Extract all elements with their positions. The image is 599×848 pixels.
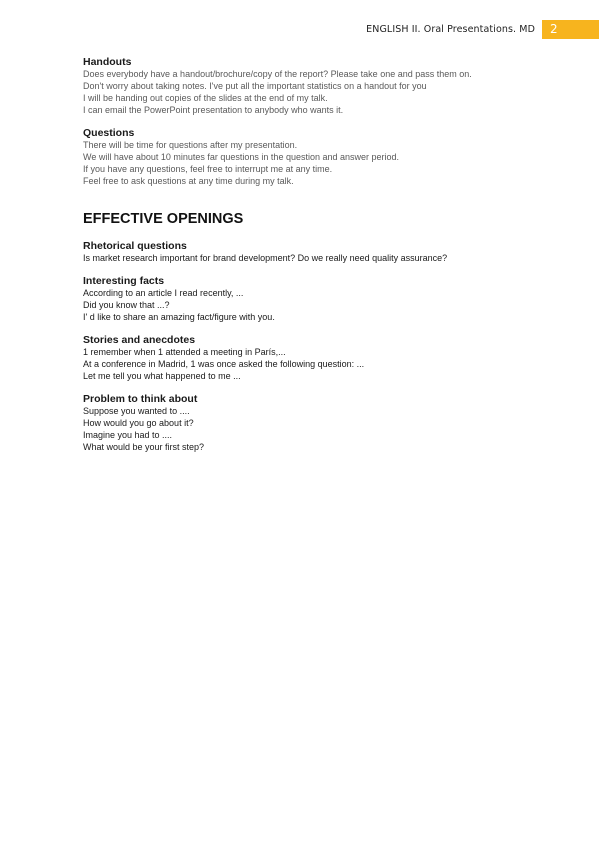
rhetorical-line: Is market research important for brand development? Do we really need quality assurance? xyxy=(83,253,448,263)
page-number-badge: 2 xyxy=(542,20,599,39)
questions-line: If you have any questions, feel free to interrupt me at any time. xyxy=(83,164,333,174)
problem-section xyxy=(83,393,563,453)
interesting-facts-line: According to an article I read recently, ... xyxy=(83,288,244,298)
questions-heading: Questions xyxy=(83,127,135,139)
rhetorical-heading: Rhetorical questions xyxy=(83,240,187,252)
page-header xyxy=(366,20,599,39)
rhetorical-section xyxy=(83,240,563,264)
questions-line: We will have about 10 minutes far questions in the question and answer period. xyxy=(83,152,400,162)
stories-line: Let me tell you what happened to me ... xyxy=(83,371,241,381)
interesting-facts-heading: Interesting facts xyxy=(83,275,165,287)
problem-line: Suppose you wanted to .... xyxy=(83,406,190,416)
handouts-heading: Handouts xyxy=(83,56,132,68)
interesting-facts-section xyxy=(83,275,563,323)
stories-section xyxy=(83,334,563,382)
handouts-section xyxy=(83,56,563,116)
stories-line: At a conference in Madrid, 1 was once asked the following question: ... xyxy=(83,359,365,369)
effective-openings-title: EFFECTIVE OPENINGS xyxy=(83,211,244,227)
handouts-line: I will be handing out copies of the slides at the end of my talk. xyxy=(83,93,328,103)
interesting-facts-line: I' d like to share an amazing fact/figure with you. xyxy=(83,312,275,322)
handouts-line: Does everybody have a handout/brochure/copy of the report? Please take one and pass them on. xyxy=(83,69,472,79)
problem-heading: Problem to think about xyxy=(83,393,198,405)
problem-line: What would be your first step? xyxy=(83,442,205,452)
questions-line: There will be time for questions after my presentation. xyxy=(83,140,298,150)
problem-line: Imagine you had to .... xyxy=(83,430,173,440)
problem-line: How would you go about it? xyxy=(83,418,194,428)
stories-heading: Stories and anecdotes xyxy=(83,334,196,346)
handouts-line: Don't worry about taking notes. I've put all the important statistics on a handout for you xyxy=(83,81,427,91)
document-body xyxy=(83,56,563,453)
questions-line: Feel free to ask questions at any time during my talk. xyxy=(83,176,294,186)
questions-section xyxy=(83,127,563,187)
handouts-line: I can email the PowerPoint presentation to anybody who wants it. xyxy=(83,105,344,115)
interesting-facts-line: Did you know that ...? xyxy=(83,300,170,310)
header-title: ENGLISH II. Oral Presentations. MD xyxy=(366,24,535,35)
stories-line: 1 remember when 1 attended a meeting in París,... xyxy=(83,347,286,357)
